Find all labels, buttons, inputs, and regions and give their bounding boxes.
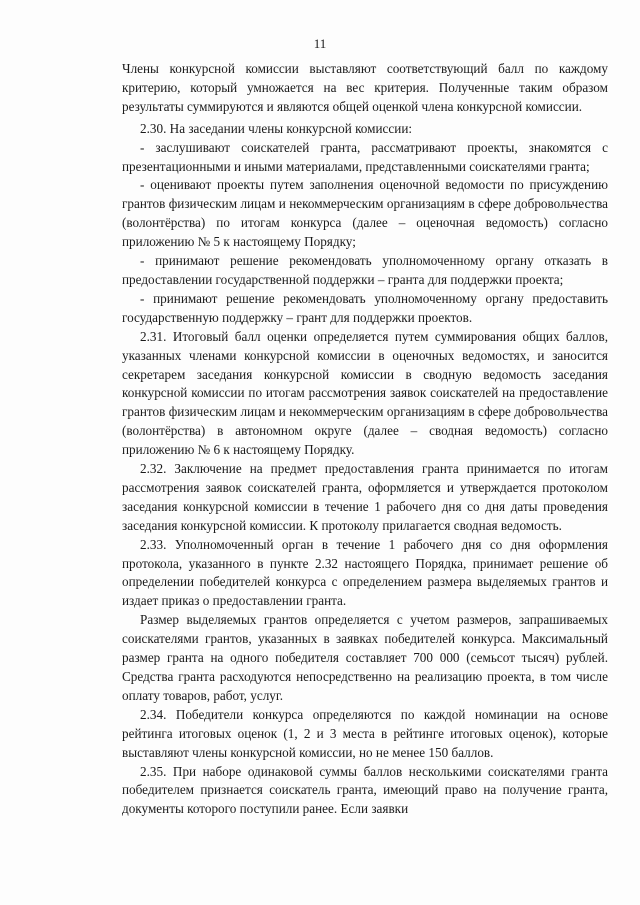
list-item-recommend-refusal: - принимают решение рекомендовать уполномоченному органу отказать в предоставлении государственной поддержки – гранта для поддержки проекта;: [122, 253, 608, 287]
paragraph-2-32: 2.32. Заключение на предмет предоставления гранта принимается по итогам рассмотрения заявок соискателей гранта, оформляется и утверждается протоколом заседания конкурсной комиссии в течение 1 рабочего дня со дня даты проведения заседания конкурсной комиссии. К протоколу прилагается сводная ведомость.: [122, 461, 608, 533]
paragraph-2-34: 2.34. Победители конкурса определяются по каждой номинации на основе рейтинга итоговых оценок (1, 2 и 3 места в рейтинге итоговых оценок), которые выставляют члены конкурсной комиссии, но не менее 150 баллов.: [122, 706, 608, 760]
paragraph-2-35: 2.35. При наборе одинаковой суммы баллов несколькими соискателями гранта победителем признается соискатель гранта, имеющий право на получение гранта, документы которого поступили ранее. Если заявки: [122, 763, 608, 817]
paragraph-scoring-intro: Члены конкурсной комиссии выставляют соответствующий балл по каждому критерию, который умножается на вес критерия. Полученные таким образом результаты суммируются и являются общей оценкой члена конкурсной комиссии.: [122, 61, 608, 114]
list-item-recommend-grant: - принимают решение рекомендовать уполномоченному органу предоставить государственную поддержку – грант для поддержки проектов.: [122, 290, 608, 325]
paragraph-2-33: 2.33. Уполномоченный орган в течение 1 рабочего дня со дня оформления протокола, указанного в пункте 2.32 настоящего Порядка, принимает решение об определении победителей конкурса с определением размера выделяемых грантов и издает приказ о предоставлении гранта.: [122, 536, 608, 609]
paragraph-grant-size: Размер выделяемых грантов определяется с учетом размеров, запрашиваемых соискателями грантов, указанных в заявках победителей конкурса. Максимальный размер гранта на одного победителя составляет 700 000 (семьсот тысяч) рублей. Средства гранта расходуются непосредственно на реализацию проекта, в том числе оплату товаров, работ, услуг.: [122, 612, 608, 703]
list-item-hear-applicants: - заслушивают соискателей гранта, рассматривают проекты, знакомятся с презентационными и иными материалами, представленными соискателями гранта;: [122, 139, 608, 174]
paragraph-2-30: 2.30. На заседании члены конкурсной комиссии:: [140, 120, 413, 136]
document-body: [122, 60, 608, 819]
paragraph-2-31: 2.31. Итоговый балл оценки определяется путем суммирования общих баллов, указанных членами конкурсной комиссии в оценочных ведомостях, и заносится секретарем заседания конкурсной комиссии в сводную ведомость заседания конкурсной комиссии по итогам рассмотрения заявок соискателей на предоставление грантов физическим лицам и некоммерческим организациям в сфере добровольчества (волонтёрства) в автономном округе (далее – сводная ведомость) согласно приложению № 6 к настоящему Порядку.: [122, 328, 608, 458]
list-item-evaluate-projects: - оценивают проекты путем заполнения оценочной ведомости по присуждению грантов физическим лицам и некоммерческим организациям в сфере добровольчества (волонтёрства) по итогам конкурса (далее – оценочная ведомость) согласно приложению № 5 к настоящему Порядку;: [122, 177, 608, 250]
page-number: 11: [313, 36, 327, 51]
